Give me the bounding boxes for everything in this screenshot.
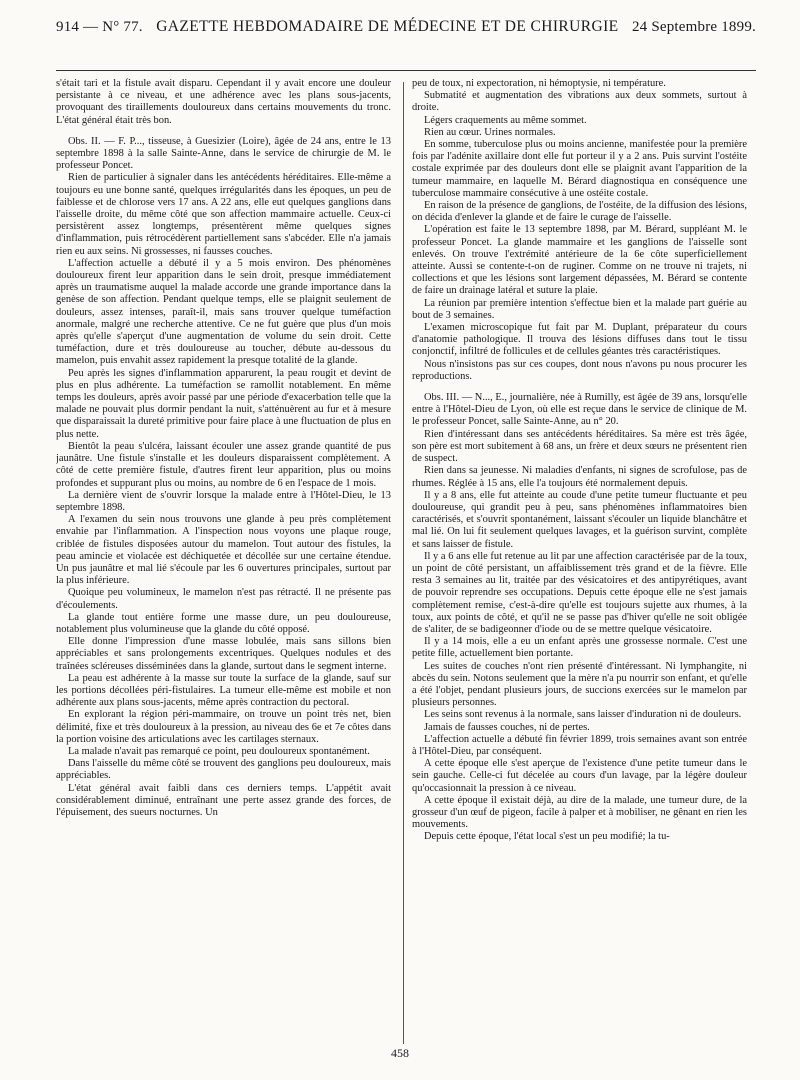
paragraph: Quoique peu volumineux, le mamelon n'est pas rétracté. Il ne présente pas d'écoulements. xyxy=(56,587,391,611)
issue-date: 24 Septembre 1899. xyxy=(631,19,756,35)
paragraph: Rien d'intéressant dans ses antécédents héréditaires. Sa mère est très âgée, son père est mort subitement à 68 ans, un frère et deux sœurs ne présentent rien de suspect. xyxy=(412,428,747,465)
paragraph: En explorant la région péri-mammaire, on trouve un point très net, bien délimité, fixe et très douloureux à la pression, au niveau des 6e et 7e côtes dans la portion voisine des articulations avec les cartilages sternaux. xyxy=(56,709,391,745)
paragraph: Les suites de couches n'ont rien présenté d'intéressant. Ni lymphangite, ni abcès du sein. Notons seulement que la mère n'a pu nourrir son enfant, et qu'elle a été l'objet, pendant plusieurs jours, de succions exercées sur le mamelon par plusieurs personnes. xyxy=(412,660,747,709)
paragraph: L'état général avait faibli dans ces derniers temps. L'appétit avait considérablement diminué, entraînant une perte assez grande des forces, de l'épuisement, des sueurs nocturnes. Un xyxy=(56,782,391,818)
paragraph: A l'examen du sein nous trouvons une glande à peu près complètement envahie par l'inflammation. A l'inspection nous voyons une plaque rouge, criblée de fistules disposées autour du mamelon. Tout autour des fistules, la peau amincie et violacée est déchiquetée et décollée sur une certaine étendue. Un pus jaunâtre et mal lié s'écoule par les 6 ouvertures principales, surtout par la plus inférieure. xyxy=(56,514,391,587)
paragraph: En raison de la présence de ganglions, de l'ostéite, de la diffusion des lésions, on décida d'enlever la glande et de faire le curage de l'aisselle. xyxy=(412,200,747,224)
column-divider xyxy=(403,82,404,1044)
paragraph: L'affection actuelle a débuté il y a 5 mois environ. Des phénomènes douloureux firent leur apparition dans le sein droit, presque immédiatement après un traumatisme auquel la malade accorde une grande importance dans la genèse de son affection. Pendant quelque temps, elle se plaignit seulement de douleurs, assez intenses, paraît-il, mais sans trouver quelque tuméfaction anormale, malgré une recherche attentive. Ce ne fut guère que plus d'un mois après qu'elle s'aperçut d'une augmentation de volume du sein droit. Cette tuméfaction, dure et très douloureuse au toucher, débute au-dessous du mamelon, puis envahit assez rapidement la presque totalité de la glande. xyxy=(56,257,391,367)
paragraph: Peu après les signes d'inflammation apparurent, la peau rougit et devint de plus en plus adhérente. La tuméfaction se ramollit notablement. En même temps les douleurs, après avoir passé par une période d'exacerbation telle que la malade ne pouvait plus dormir pendant la nuit, s'atténuèrent au fur et à mesure que disparaissait la dureté primitive pour faire place à une fluctuation de plus en plus nette. xyxy=(56,367,391,440)
paragraph: Rien au cœur. Urines normales. xyxy=(424,126,556,138)
paragraph: Bientôt la peau s'ulcéra, laissant écouler une assez grande quantité de pus jaunâtre. Une fistule s'installe et les douleurs disparaissent complètement. A côté de cette première fistule, d'autres firent leur apparition, plus ou moins profondes et suppurant plus ou moins, au nombre de 6 en l'espace de 1 mois. xyxy=(56,440,391,489)
header-rule xyxy=(56,70,756,71)
paragraph: La réunion par première intention s'effectue bien et la malade part guérie au bout de 3 semaines. xyxy=(412,297,747,321)
paragraph: Rien dans sa jeunesse. Ni maladies d'enfants, ni signes de scrofulose, pas de rhumes. Réglée à 15 ans, elle l'a toujours été normalement depuis. xyxy=(412,465,747,489)
paragraph: A cette époque elle s'est aperçue de l'existence d'une petite tumeur dans le sein gauche. Celle-ci fut décelée au cours d'un lavage, par la légère douleur qu'occasionnait la pression à ce niveau. xyxy=(412,758,747,794)
paragraph: Dans l'aisselle du même côté se trouvent des ganglions peu douloureux, mais appréciables. xyxy=(56,758,391,782)
paragraph: L'opération est faite le 13 septembre 1898, par M. Bérard, suppléant M. le professeur Poncet. La glande mammaire et les ganglions de l'aisselle sont enlevés. On trouve l'extrémité antérieure de la 6e côte superficiellement atteinte. Aussi se contente-t-on de ruginer. Comme on ne trouve ni trajets, ni collections et que les lésions sont largement dépassées, M. Bérard se contente de faire un drainage latéral et suture la plaie. xyxy=(412,224,747,297)
page-number: 458 xyxy=(391,1046,409,1060)
paragraph: A cette époque il existait déjà, au dire de la malade, une tumeur dure, de la grosseur d'un œuf de pigeon, facile à palper et à mobiliser, ne gênant en rien les mouvements. xyxy=(412,794,747,831)
paragraph: Nous n'insistons pas sur ces coupes, dont nous n'avons pu nous procurer les reproductions. xyxy=(412,358,747,382)
paragraph: La dernière vient de s'ouvrir lorsque la malade entre à l'Hôtel-Dieu, le 13 septembre 1898. xyxy=(56,489,391,513)
paragraph: s'était tari et la fistule avait disparu. Cependant il y avait encore une douleur persistante à ce niveau, et une adhérence avec les plans sous-jacents, provoquant des tiraillements douloureux dans certains mouvements du tronc. L'état général était très bon. xyxy=(56,78,391,126)
paragraph: Depuis cette époque, l'état local s'est un peu modifié; la tu- xyxy=(424,831,670,843)
right-column xyxy=(412,78,747,1048)
paragraph: Il y a 14 mois, elle a eu un enfant après une grossesse normale. C'est une petite fille, actuellement bien portante. xyxy=(412,636,747,660)
issue-number: 914 — N° 77. xyxy=(56,19,143,35)
paragraph: Rien de particulier à signaler dans les antécédents héréditaires. Elle-même a toujours eu une bonne santé, quelques irrégularités dans les époques, un peu de faiblesse et de chlorose vers 17 ans. A 22 ans, elle eut quelques ganglions dans l'aisselle droite, du même côté que son affection mammaire actuelle. Ceux-ci persistèrent assez longtemps, présentèrent même quelques signes d'inflammation, puis rétrocédèrent partiellement sans s'abcéder. Elle n'a jamais rien eu aux seins. Ni grossesses, ni fausses couches. xyxy=(56,172,391,257)
running-header xyxy=(56,18,756,44)
paragraph: Il y a 8 ans, elle fut atteinte au coude d'une petite tumeur fluctuante et peu douloureuse, qui grandit peu à peu, sans phénomènes inflammatoires bien caractérisés, et s'ouvrit spontanément, laissant s'écouler un liquide blanchâtre et mal lié. On lui fit seulement quelques lavages, et la guérison survint, complète et sans laisser de fistule. xyxy=(412,489,747,550)
paragraph: Elle donne l'impression d'une masse lobulée, mais sans sillons bien appréciables et sans prolongements excentriques. Quelques nodules et des traînées scléreuses disséminées dans la glande, surtout dans le segment interne. xyxy=(56,636,391,672)
paragraph: Il y a 6 ans elle fut retenue au lit par une affection caractérisée par de la toux, un point de côté persistant, un affaiblissement très grand et de la fièvre. Elle resta 3 semaines au lit, traitée par des vésicatoires et des antipyrétiques, avant de pouvoir reprendre ses occupations. Depuis cette époque elle ne s'est jamais complètement remise, c'est-à-dire qu'elle est toujours sujette aux rhumes, à la toux, aux points de côté, et qu'il ne se passe pas d'hiver qu'elle ne soit obligée de s'aliter, de se badigeonner d'iode ou de se mettre quelque vésicatoire. xyxy=(412,550,747,635)
paragraph: Jamais de fausses couches, ni de pertes. xyxy=(424,721,590,733)
paragraph: La malade n'avait pas remarqué ce point, peu douloureux spontanément. xyxy=(68,745,370,757)
paragraph: Légers craquements au même sommet. xyxy=(424,114,587,126)
paragraph: L'examen microscopique fut fait par M. Duplant, préparateur du cours d'anatomie pathologique. Il trouva des lésions diffuses dans tout le tissu conjonctif, infiltré de follicules et de cellules géantes très caractéristiques. xyxy=(412,322,747,358)
paragraph: En somme, tuberculose plus ou moins ancienne, manifestée pour la première fois par l'adénite axillaire dont elle fut porteur il y a 2 ans. Puis survint l'ostéite costale exprimée par des douleurs dont elle se plaignit avant l'apparition de la tumeur mammaire, en laquelle M. Bérard diagnostiqua en conséquence une tuberculose mammaire consécutive à une ostéite costale. xyxy=(412,139,747,199)
paragraph: La glande tout entière forme une masse dure, un peu douloureuse, notablement plus volumineuse que la glande du côté opposé. xyxy=(56,611,391,635)
journal-title: GAZETTE HEBDOMADAIRE DE MÉDECINE ET DE CHIRURGIE xyxy=(156,18,619,35)
left-column xyxy=(56,78,391,1048)
paragraph: La peau est adhérente à la masse sur toute la surface de la glande, sauf sur les portions décollées péri-fistulaires. La tumeur elle-même est mobile et non adhérente aux plans sous-jacents, même après contraction du pectoral. xyxy=(56,672,391,709)
observation-heading-paragraph: Obs. III. — N..., E., journalière, née à Rumilly, est âgée de 39 ans, lorsqu'elle entre à l'Hôtel-Dieu de Lyon, où elle est reçue dans le service de clinique de M. le professeur Poncet, salle Sainte-Anne, au n° 20. xyxy=(412,392,747,428)
observation-heading-paragraph: Obs. II. — F. P..., tisseuse, à Guesizier (Loire), âgée de 24 ans, entre le 13 septembre 1898 à la salle Sainte-Anne, dans le service de chirurgie de M. le professeur Poncet. xyxy=(56,135,391,172)
paragraph: Submatité et augmentation des vibrations aux deux sommets, surtout à droite. xyxy=(412,90,747,114)
paragraph: L'affection actuelle a débuté fin février 1899, trois semaines avant son entrée à l'Hôtel-Dieu, par conséquent. xyxy=(412,733,747,757)
paragraph: Les seins sont revenus à la normale, sans laisser d'induration ni de douleurs. xyxy=(424,709,742,721)
paragraph: peu de toux, ni expectoration, ni hémoptysie, ni température. xyxy=(412,78,666,89)
